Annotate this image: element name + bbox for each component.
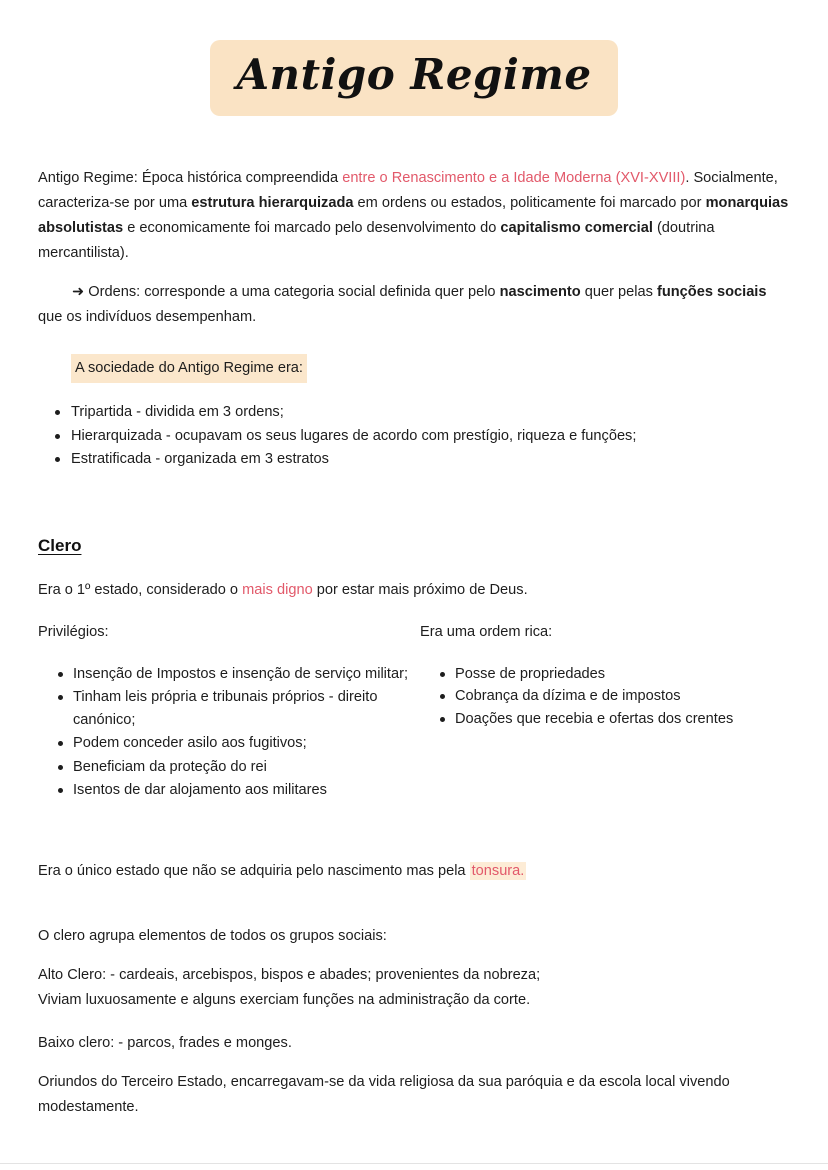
section-heading-clero: Clero	[38, 535, 82, 555]
intro-bold-monarquias: monarquias absolutistas	[38, 195, 789, 236]
privilegios-heading: Privilégios:	[38, 623, 109, 640]
privilegios-column	[38, 621, 420, 803]
list-item: Beneficiam da proteção do rei	[38, 756, 420, 779]
ordens-bold-nascimento: nascimento	[499, 284, 581, 300]
tonsura-text: Era o único estado que não se adquiria pelo nascimento mas pela	[38, 862, 470, 879]
intro-text-3: em ordens ou estados, politicamente foi marcado por	[353, 195, 706, 211]
title-banner	[210, 40, 617, 116]
intro-text-1: Antigo Regime: Época histórica compreendida	[38, 170, 343, 186]
list-item: Doações que recebia e ofertas dos crentes	[420, 708, 790, 731]
list-item: Hierarquizada - ocupavam os seus lugares de acordo com prestígio, riqueza e funções;	[38, 425, 790, 448]
intro-text-2: . Socialmente, caracteriza-se por uma	[38, 170, 778, 211]
tonsura-highlight: tonsura.	[471, 862, 525, 879]
ordem-rica-column	[420, 621, 790, 803]
list-item: Insenção de Impostos e insenção de serviço militar;	[38, 663, 420, 686]
ordens-text-1: Ordens: corresponde a uma categoria social definida quer pelo	[88, 284, 500, 300]
list-item: Isentos de dar alojamento aos militares	[38, 779, 420, 802]
intro-text-4: e economicamente foi marcado pelo desenvolvimento do	[123, 220, 501, 236]
intro-text-5: (doutrina mercantilista).	[38, 220, 715, 261]
tonsura-paragraph	[38, 859, 790, 884]
list-item: Tinham leis própria e tribunais próprios - direito canónico;	[38, 686, 420, 731]
clero-intro-text-1: Era o 1º estado, considerado o	[38, 581, 243, 598]
callout-sociedade: A sociedade do Antigo Regime era:	[71, 354, 307, 383]
clero-two-column-block	[38, 621, 790, 803]
list-item: Podem conceder asilo aos fugitivos;	[38, 732, 420, 755]
callout-wrapper	[38, 354, 790, 383]
intro-bold-capitalismo: capitalismo comercial	[500, 220, 653, 236]
alto-clero-line-1: Alto Clero: - cardeais, arcebispos, bispos e abades; provenientes da nobreza;	[38, 966, 541, 983]
ordens-bold-funcoes: funções sociais	[656, 284, 767, 300]
list-item: Tripartida - dividida em 3 ordens;	[38, 401, 790, 424]
clero-intro-text-2: por estar mais próximo de Deus.	[312, 581, 528, 598]
list-item: Cobrança da dízima e de impostos	[420, 685, 790, 708]
grupos-intro-paragraph: O clero agrupa elementos de todos os grupos sociais:	[38, 927, 387, 944]
ordem-rica-list	[420, 663, 790, 731]
ordens-text-3: que os indivíduos desempenham.	[38, 309, 257, 325]
ordens-paragraph	[38, 280, 790, 330]
privilegios-list	[38, 663, 420, 802]
baixo-clero-line-2: Oriundos do Terceiro Estado, encarregavam-se da vida religiosa da sua paróquia e da escola local vivendo modestamente.	[38, 1073, 730, 1115]
ordens-text-2: quer pelas	[580, 284, 657, 300]
intro-highlight-period: entre o Renascimento e a Idade Moderna (XVI-XVIII)	[342, 170, 686, 186]
intro-bold-hierarquia: estrutura hierarquizada	[191, 195, 354, 211]
document-content	[38, 166, 790, 1120]
page-title: Antigo Regime	[236, 50, 592, 99]
bottom-divider	[0, 1163, 828, 1164]
alto-clero-line-2: Viviam luxuosamente e alguns exerciam funções na administração da corte.	[38, 991, 531, 1008]
clero-intro-highlight: mais digno	[242, 581, 313, 598]
list-item: Estratificada - organizada em 3 estratos	[38, 448, 790, 471]
list-item: Posse de propriedades	[420, 663, 790, 686]
title-banner-wrapper	[0, 40, 828, 116]
society-bullet-list	[38, 401, 790, 471]
baixo-clero-line-1: Baixo clero: - parcos, frades e monges.	[38, 1034, 292, 1051]
arrow-icon: ➜	[72, 284, 89, 300]
intro-paragraph	[38, 166, 790, 266]
ordem-rica-heading: Era uma ordem rica:	[420, 623, 553, 640]
clero-intro-paragraph	[38, 578, 790, 603]
